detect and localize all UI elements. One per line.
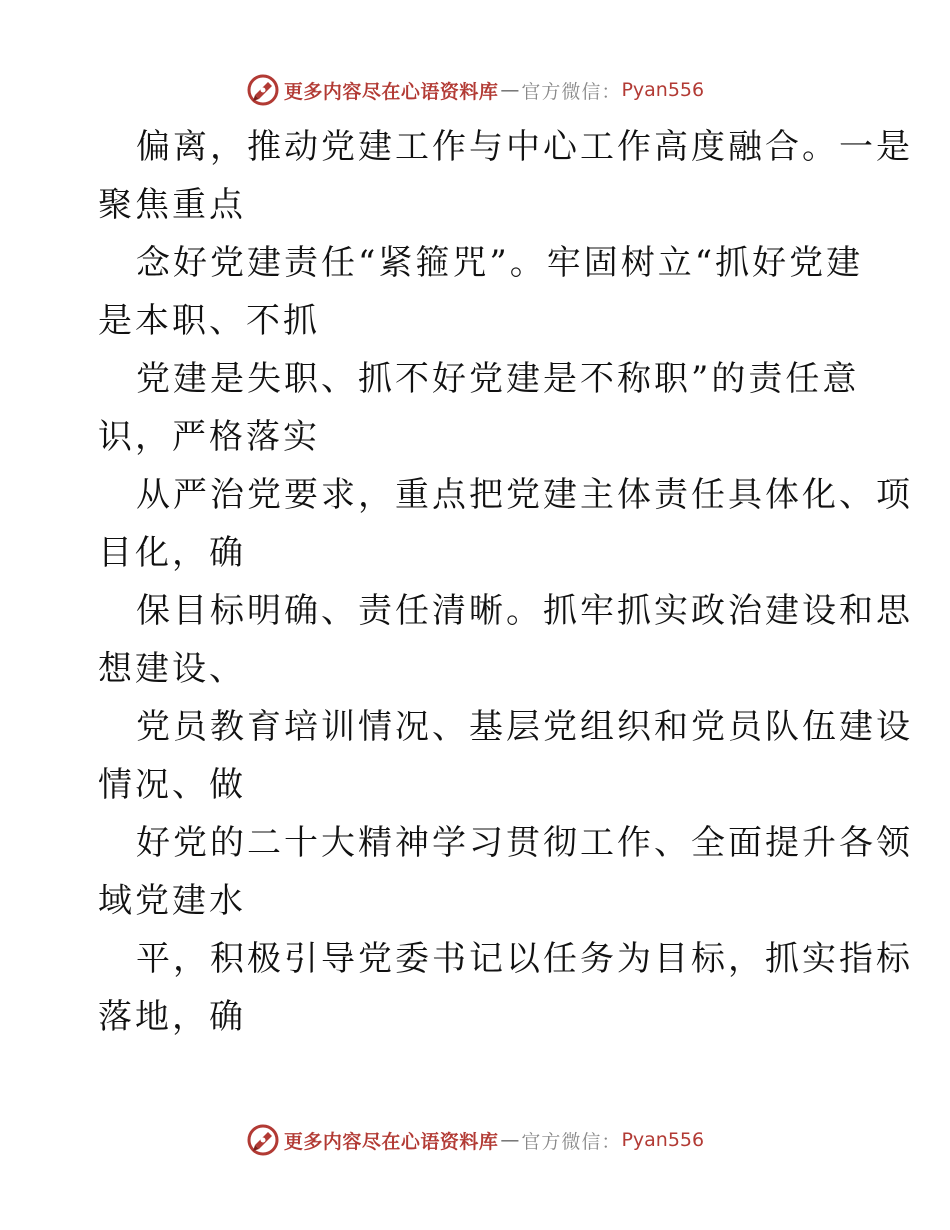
footer-banner [0,1120,950,1160]
paragraph-continuation: 情况、做 [98,765,246,805]
banner-wechat-label: 官方微信： [521,1130,622,1153]
logo-icon [246,73,280,107]
paragraph-continuation: 域党建水 [98,881,246,921]
paragraph-continuation: 是本职、不抓 [98,301,320,341]
paragraph [98,930,913,1046]
paragraph [98,466,913,582]
paragraph-first-line: 党建是失职、抓不好党建是不称职”的责任意 [136,359,860,399]
banner-separator: — [500,79,520,101]
paragraph-continuation: 想建设、 [98,649,246,689]
paragraph [98,582,913,698]
header-banner [0,70,950,110]
paragraph-first-line: 党员教育培训情况、基层党组织和党员队伍建设 [136,707,913,747]
paragraph [98,118,913,234]
paragraph-first-line: 念好党建责任“紧箍咒”。牢固树立“抓好党建 [136,243,864,283]
banner-slogan: 更多内容尽在心语资料库 [283,80,499,103]
paragraph [98,234,864,350]
paragraph-continuation: 目化，确 [98,533,246,573]
paragraph-continuation: 聚焦重点 [98,185,246,225]
paragraph [98,698,913,814]
paragraph-continuation: 落地，确 [98,997,246,1037]
document-body [98,118,913,1046]
paragraph [98,814,913,930]
paragraph-first-line: 偏离，推动党建工作与中心工作高度融合。一是 [136,127,913,167]
banner-wechat-id: Pyan556 [621,1129,705,1151]
banner-separator: — [500,1129,520,1151]
banner-wechat-id: Pyan556 [621,79,705,101]
paragraph-first-line: 保目标明确、责任清晰。抓牢抓实政治建设和思 [136,591,913,631]
paragraph-first-line: 平，积极引导党委书记以任务为目标，抓实指标 [136,939,913,979]
banner-wechat-label: 官方微信： [521,80,622,103]
paragraph-first-line: 从严治党要求，重点把党建主体责任具体化、项 [136,475,913,515]
paragraph-continuation: 识，严格落实 [98,417,320,457]
banner-slogan: 更多内容尽在心语资料库 [283,1130,499,1153]
paragraph [98,350,858,466]
paragraph-first-line: 好党的二十大精神学习贯彻工作、全面提升各领 [136,823,913,863]
logo-icon [246,1123,280,1157]
